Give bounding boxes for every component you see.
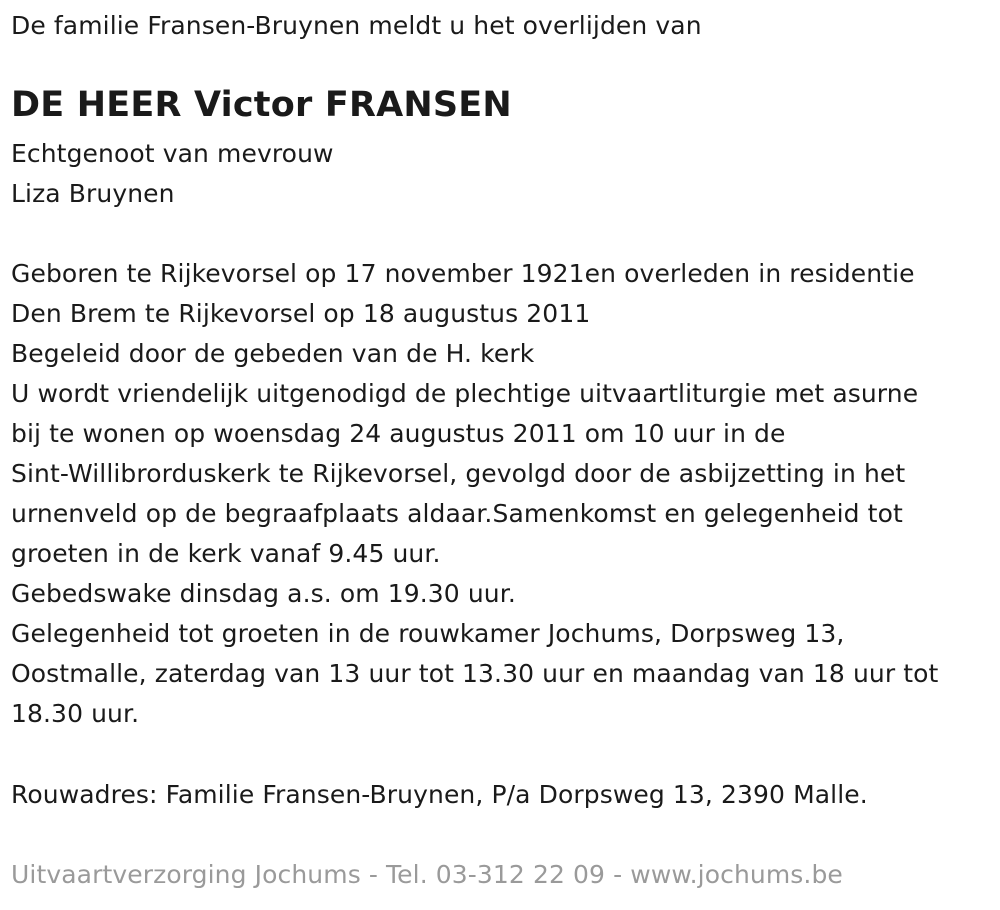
spouse-line: Echtgenoot van mevrouw xyxy=(11,139,334,168)
funeral-home-footer: Uitvaartverzorging Jochums - Tel. 03-312 22 09 - www.jochums.be xyxy=(11,860,843,889)
body-line: Den Brem te Rijkevorsel op 18 augustus 2011 xyxy=(11,299,591,328)
body-line: groeten in de kerk vanaf 9.45 uur. xyxy=(11,539,441,568)
notice-body xyxy=(11,254,938,734)
body-line: Oostmalle, zaterdag van 13 uur tot 13.30 uur en maandag van 18 uur tot xyxy=(11,659,939,688)
body-line: Gebedswake dinsdag a.s. om 19.30 uur. xyxy=(11,579,516,608)
body-line: U wordt vriendelijk uitgenodigd de plechtige uitvaartliturgie met asurne xyxy=(11,379,919,408)
intro-text: De familie Fransen-Bruynen meldt u het overlijden van xyxy=(11,11,702,40)
body-line: 18.30 uur. xyxy=(11,699,140,728)
body-line: Geboren te Rijkevorsel op 17 november 1921en overleden in residentie xyxy=(11,259,915,288)
body-line: bij te wonen op woensdag 24 augustus 2011 om 10 uur in de xyxy=(11,419,786,448)
mourning-address: Rouwadres: Familie Fransen-Bruynen, P/a Dorpsweg 13, 2390 Malle. xyxy=(11,780,868,809)
spouse-block xyxy=(11,134,334,214)
deceased-name: DE HEER Victor FRANSEN xyxy=(11,85,512,125)
body-line: Sint-Willibrorduskerk te Rijkevorsel, gevolgd door de asbijzetting in het xyxy=(11,459,906,488)
body-line: Gelegenheid tot groeten in de rouwkamer Jochums, Dorpsweg 13, xyxy=(11,619,845,648)
body-line: Begeleid door de gebeden van de H. kerk xyxy=(11,339,535,368)
spouse-line: Liza Bruynen xyxy=(11,179,175,208)
body-line: urnenveld op de begraafplaats aldaar.Samenkomst en gelegenheid tot xyxy=(11,499,903,528)
